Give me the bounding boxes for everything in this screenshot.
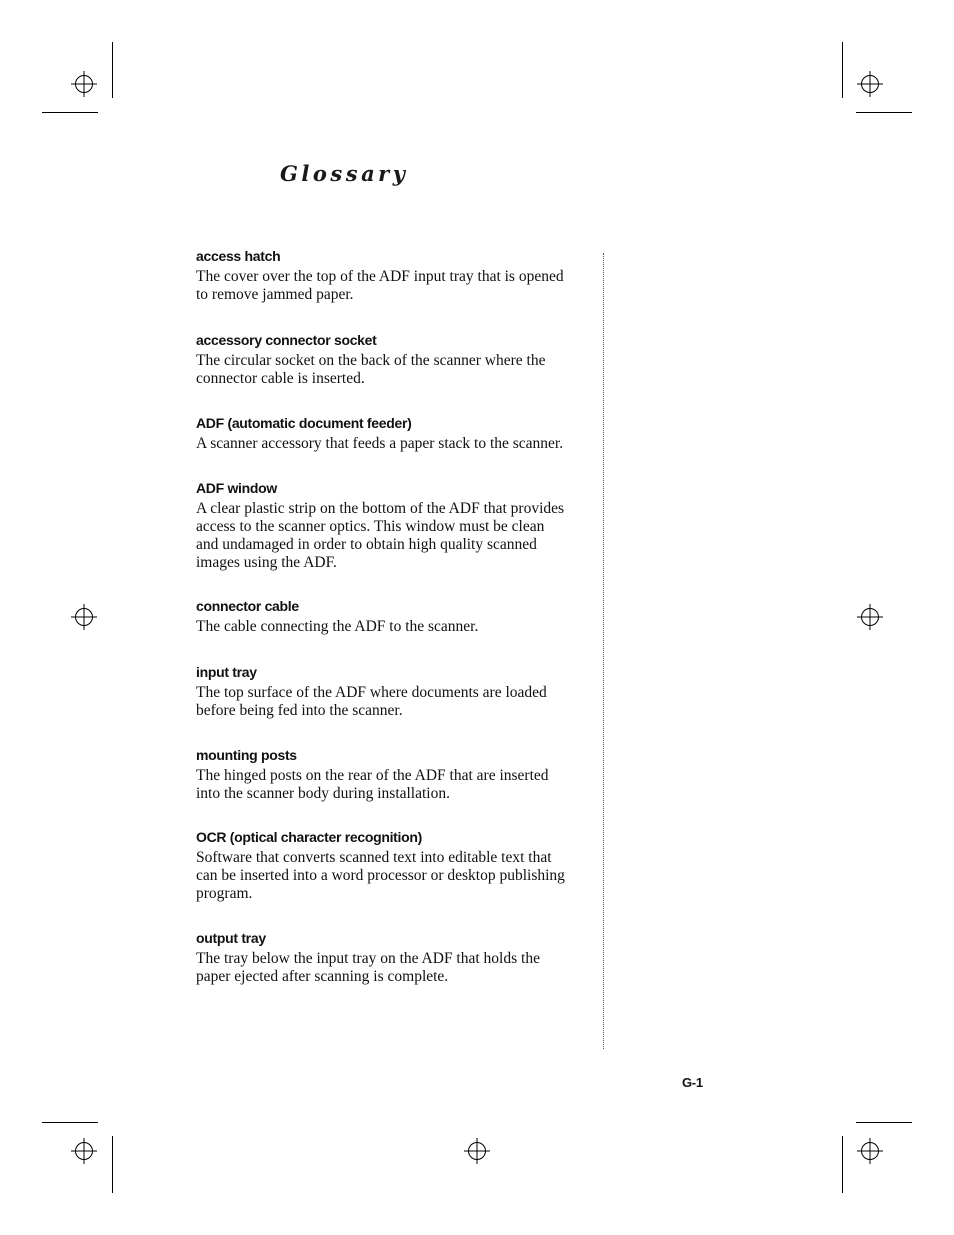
glossary-entry bbox=[196, 414, 568, 453]
crop-mark bbox=[842, 1136, 843, 1193]
glossary-definition: A clear plastic strip on the bottom of the ADF that provides access to the scanner optics. This window must be clean and undamaged in order to obtain high quality scanned images using the ADF. bbox=[196, 500, 565, 571]
crop-mark bbox=[856, 1122, 912, 1123]
glossary-entry bbox=[196, 929, 568, 986]
registration-mark-icon bbox=[71, 604, 97, 630]
glossary-definition: The hinged posts on the rear of the ADF that are inserted into the scanner body during installation. bbox=[196, 767, 549, 802]
glossary-entry bbox=[196, 479, 568, 572]
glossary-entry bbox=[196, 828, 568, 903]
crop-mark bbox=[42, 1122, 98, 1123]
glossary-term: accessory connector socket bbox=[196, 332, 377, 348]
glossary-definition: The tray below the input tray on the ADF that holds the paper ejected after scanning is complete. bbox=[196, 950, 540, 985]
glossary-definition: The cover over the top of the ADF input tray that is opened to remove jammed paper. bbox=[196, 268, 564, 303]
registration-mark-icon bbox=[857, 1138, 883, 1164]
glossary-term: input tray bbox=[196, 664, 257, 680]
crop-mark bbox=[42, 112, 98, 113]
registration-mark-icon bbox=[857, 604, 883, 630]
glossary-entry bbox=[196, 746, 568, 803]
glossary-list bbox=[196, 247, 568, 986]
glossary-definition: The cable connecting the ADF to the scanner. bbox=[196, 618, 479, 635]
glossary-entry bbox=[196, 331, 568, 388]
glossary-term: ADF (automatic document feeder) bbox=[196, 415, 412, 431]
glossary-definition: The top surface of the ADF where documents are loaded before being fed into the scanner. bbox=[196, 684, 547, 719]
page-title: Glossary bbox=[280, 161, 409, 186]
column-divider bbox=[603, 253, 604, 1049]
glossary-term: output tray bbox=[196, 930, 266, 946]
glossary-term: OCR (optical character recognition) bbox=[196, 829, 422, 845]
glossary-definition: A scanner accessory that feeds a paper stack to the scanner. bbox=[196, 435, 564, 452]
glossary-entry bbox=[196, 597, 568, 636]
glossary-term: ADF window bbox=[196, 480, 277, 496]
crop-mark bbox=[112, 1136, 113, 1193]
glossary-definition: Software that converts scanned text into editable text that can be inserted into a word processor or desktop publishing program. bbox=[196, 849, 565, 902]
glossary-term: connector cable bbox=[196, 598, 299, 614]
glossary-definition: The circular socket on the back of the scanner where the connector cable is inserted. bbox=[196, 352, 546, 387]
page-number: G-1 bbox=[682, 1075, 703, 1090]
glossary-term: mounting posts bbox=[196, 747, 297, 763]
crop-mark bbox=[856, 112, 912, 113]
glossary-entry bbox=[196, 247, 568, 304]
registration-mark-icon bbox=[857, 71, 883, 97]
crop-mark bbox=[112, 42, 113, 98]
crop-mark bbox=[842, 42, 843, 98]
registration-mark-icon bbox=[464, 1138, 490, 1164]
glossary-entry bbox=[196, 663, 568, 720]
glossary-term: access hatch bbox=[196, 248, 281, 264]
registration-mark-icon bbox=[71, 71, 97, 97]
registration-mark-icon bbox=[71, 1138, 97, 1164]
